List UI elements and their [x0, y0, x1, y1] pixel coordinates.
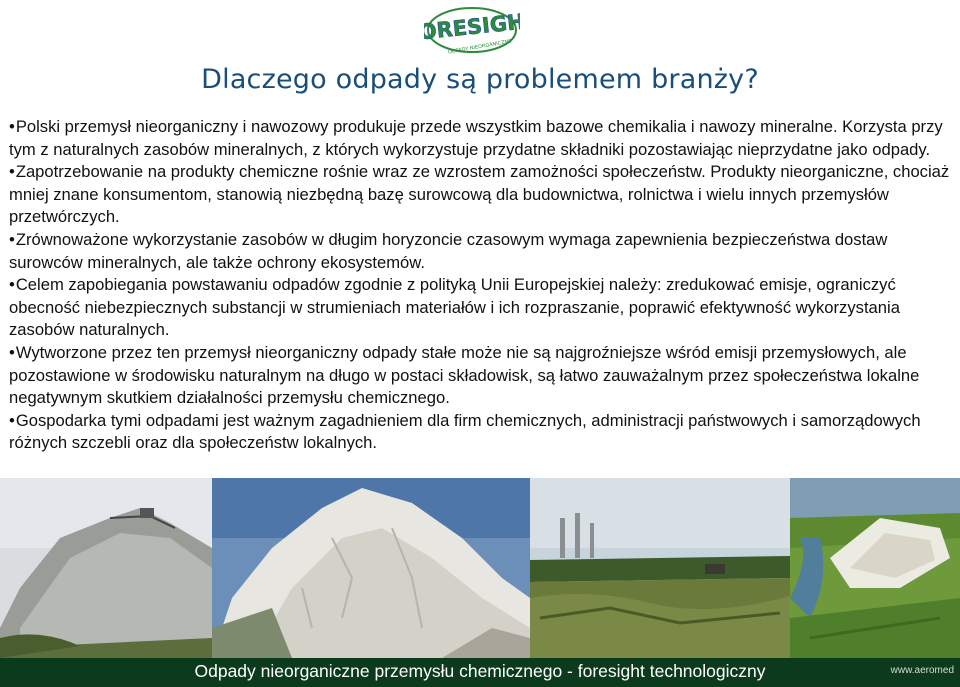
waste-heap-photo	[0, 478, 212, 658]
paragraph-text: Wytworzone przez ten przemysł nieorganiczny odpady stałe może nie są najgroźniejsze wśród emisji przemysłowych, ale pozostawione w środowisku naturalnym na długo w postaci składowisk, są łatwo zauważalnym przez społeczeństwa lokalne negatywnym skutkiem działalności przemysłu chemicznego.	[9, 342, 920, 408]
bullet-marker: •	[9, 342, 15, 362]
bullet-paragraph-2	[9, 161, 954, 229]
photo-watermark: www.aeromed	[890, 665, 954, 676]
logo-main-text: FORESIGHT	[424, 8, 520, 46]
paragraph-text: Polski przemysł nieorganiczny i nawozowy produkuje przede wszystkim bazowe chemikalia i nawozy mineralne. Korzysta przy tym z naturalnych zasobów mineralnych, z których wykorzystuje przydatne składniki pozostawiając nieprzydatne jako odpady.	[9, 117, 943, 159]
footer-bar	[0, 658, 960, 687]
foresight-logo	[424, 4, 520, 56]
logo-sub-text: ODPADY NIEORGANICZNE	[447, 38, 512, 56]
page-title: Dlaczego odpady są problemem branży?	[201, 64, 759, 95]
bullet-marker: •	[9, 275, 15, 295]
bullet-paragraph-3	[9, 229, 954, 274]
footer-title: Odpady nieorganiczne przemysłu chemicznego - foresight technologiczny	[194, 661, 766, 681]
white-pile-photo	[212, 478, 530, 658]
bullet-marker: •	[9, 410, 15, 430]
paragraph-text: Zapotrzebowanie na produkty chemiczne rośnie wraz ze wzrostem zamożności społeczeństw. Produkty nieorganiczne, chociaż mniej znane konsumentom, stanowią niezbędną bazę surowcową dla budownictwa, rolnictwa i wielu innych przemysłów przetwórczych.	[9, 162, 950, 227]
bullet-marker: •	[9, 229, 15, 249]
aerial-tailings-photo	[790, 478, 960, 658]
photo-strip	[0, 478, 960, 658]
bullet-paragraph-6	[9, 410, 954, 455]
bullet-paragraph-4	[9, 274, 954, 342]
bullet-marker: •	[9, 117, 15, 136]
bullet-paragraph-1	[9, 116, 954, 161]
paragraph-text: Zrównoważone wykorzystanie zasobów w długim horyzoncie czasowym wymaga zapewnienia bezpieczeństwa dostaw surowców mineralnych, ale także ochrony ekosystemów.	[9, 229, 888, 272]
bullet-marker: •	[9, 162, 15, 182]
bullet-paragraph-5	[9, 342, 954, 410]
bullet-list	[9, 116, 954, 455]
paragraph-text: Gospodarka tymi odpadami jest ważnym zagadnieniem dla firm chemicznych, administracji państwowych i samorządowych różnych szczebli oraz dla społeczeństw lokalnych.	[9, 410, 921, 453]
paragraph-text: Celem zapobiegania powstawaniu odpadów zgodnie z polityką Unii Europejskiej należy: zredukować emisje, ograniczyć obecność niebezpiecznych substancji w strumieniach materiałów i ich rozpraszanie, poprawić efektywność wykorzystania zasobów naturalnych.	[9, 275, 900, 340]
sedimentation-field-photo	[530, 478, 790, 658]
